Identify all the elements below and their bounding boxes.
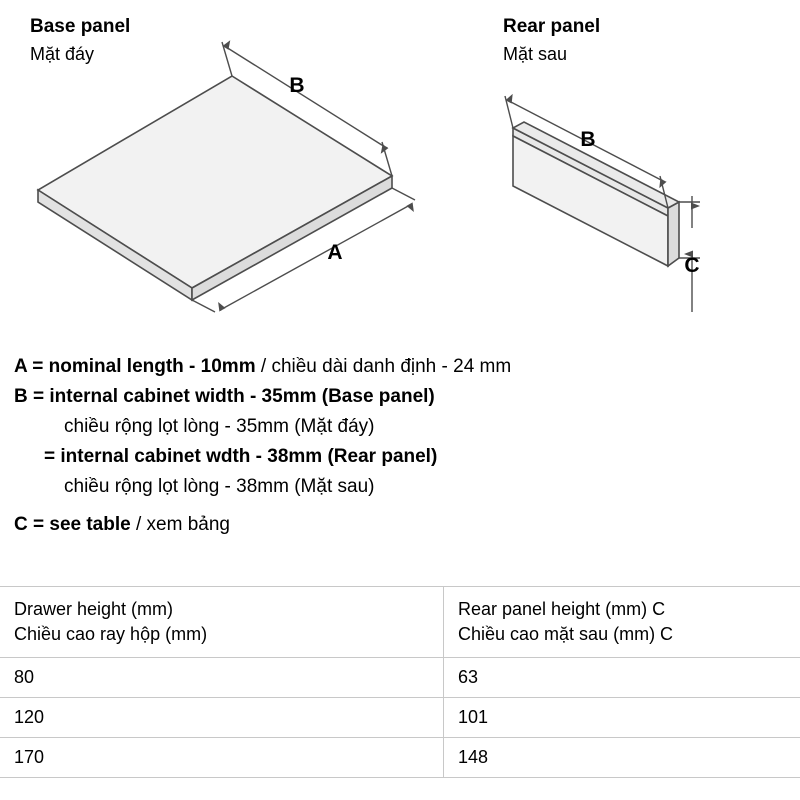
cell-drawer-height: 80	[0, 658, 444, 698]
base-label-a: A	[327, 241, 343, 264]
legend-spacer	[14, 502, 784, 510]
legend-c-key: C = see table	[14, 514, 131, 535]
table-row	[0, 698, 800, 738]
table-header-row	[0, 587, 800, 658]
legend-c-sep: /	[130, 514, 147, 535]
base-panel-shape	[38, 76, 392, 300]
table-header-drawer-height-en: Drawer height (mm)	[14, 599, 174, 619]
rear-panel-shape	[513, 122, 679, 266]
legend-b1-key: B = internal cabinet width - 35mm (Base panel)	[14, 386, 435, 407]
legend-line-b2-vi	[14, 472, 784, 502]
legend	[14, 352, 784, 540]
cell-rear-panel-height: 63	[444, 658, 800, 698]
table-row	[0, 658, 800, 698]
rear-label-c: C	[684, 254, 700, 277]
table-header-rear-panel-height-en: Rear panel height (mm) C	[458, 599, 666, 619]
legend-line-b1-vi	[14, 412, 784, 442]
table-header-drawer-height	[0, 587, 444, 658]
table-header-rear-panel-height	[444, 587, 800, 658]
legend-a-key: A = nominal length - 10mm	[14, 356, 256, 377]
rear-panel-subtitle: Mặt sau	[503, 44, 568, 64]
legend-a-sep: /	[255, 356, 272, 377]
rear-panel-title: Rear panel	[503, 16, 601, 37]
base-label-b: B	[289, 74, 305, 97]
legend-b1-vi: chiều rộng lọt lòng - 35mm (Mặt đáy)	[64, 416, 375, 437]
table-header-drawer-height-vi: Chiều cao ray hộp (mm)	[14, 624, 208, 644]
cell-drawer-height: 120	[0, 698, 444, 738]
legend-line-a	[14, 352, 784, 382]
legend-b2-key: = internal cabinet wdth - 38mm (Rear panel)	[44, 446, 438, 467]
table-row	[0, 738, 800, 778]
cell-rear-panel-height: 148	[444, 738, 800, 778]
base-panel-subtitle: Mặt đáy	[30, 44, 95, 64]
panel-drawings	[0, 0, 800, 340]
legend-c-vi: xem bảng	[146, 514, 230, 535]
legend-line-c	[14, 510, 784, 540]
legend-line-b2	[14, 442, 784, 472]
legend-a-vi: chiều dài danh định - 24 mm	[271, 356, 512, 377]
cell-rear-panel-height: 101	[444, 698, 800, 738]
legend-b2-vi: chiều rộng lọt lòng - 38mm (Mặt sau)	[64, 476, 375, 497]
diagram-area	[0, 0, 800, 340]
spec-table	[0, 586, 800, 778]
rear-label-b: B	[580, 128, 596, 151]
table-header-rear-panel-height-vi: Chiều cao mặt sau (mm) C	[458, 624, 674, 644]
legend-line-b1	[14, 382, 784, 412]
cell-drawer-height: 170	[0, 738, 444, 778]
spec-table-wrap	[0, 586, 800, 778]
base-panel-title: Base panel	[30, 16, 131, 37]
